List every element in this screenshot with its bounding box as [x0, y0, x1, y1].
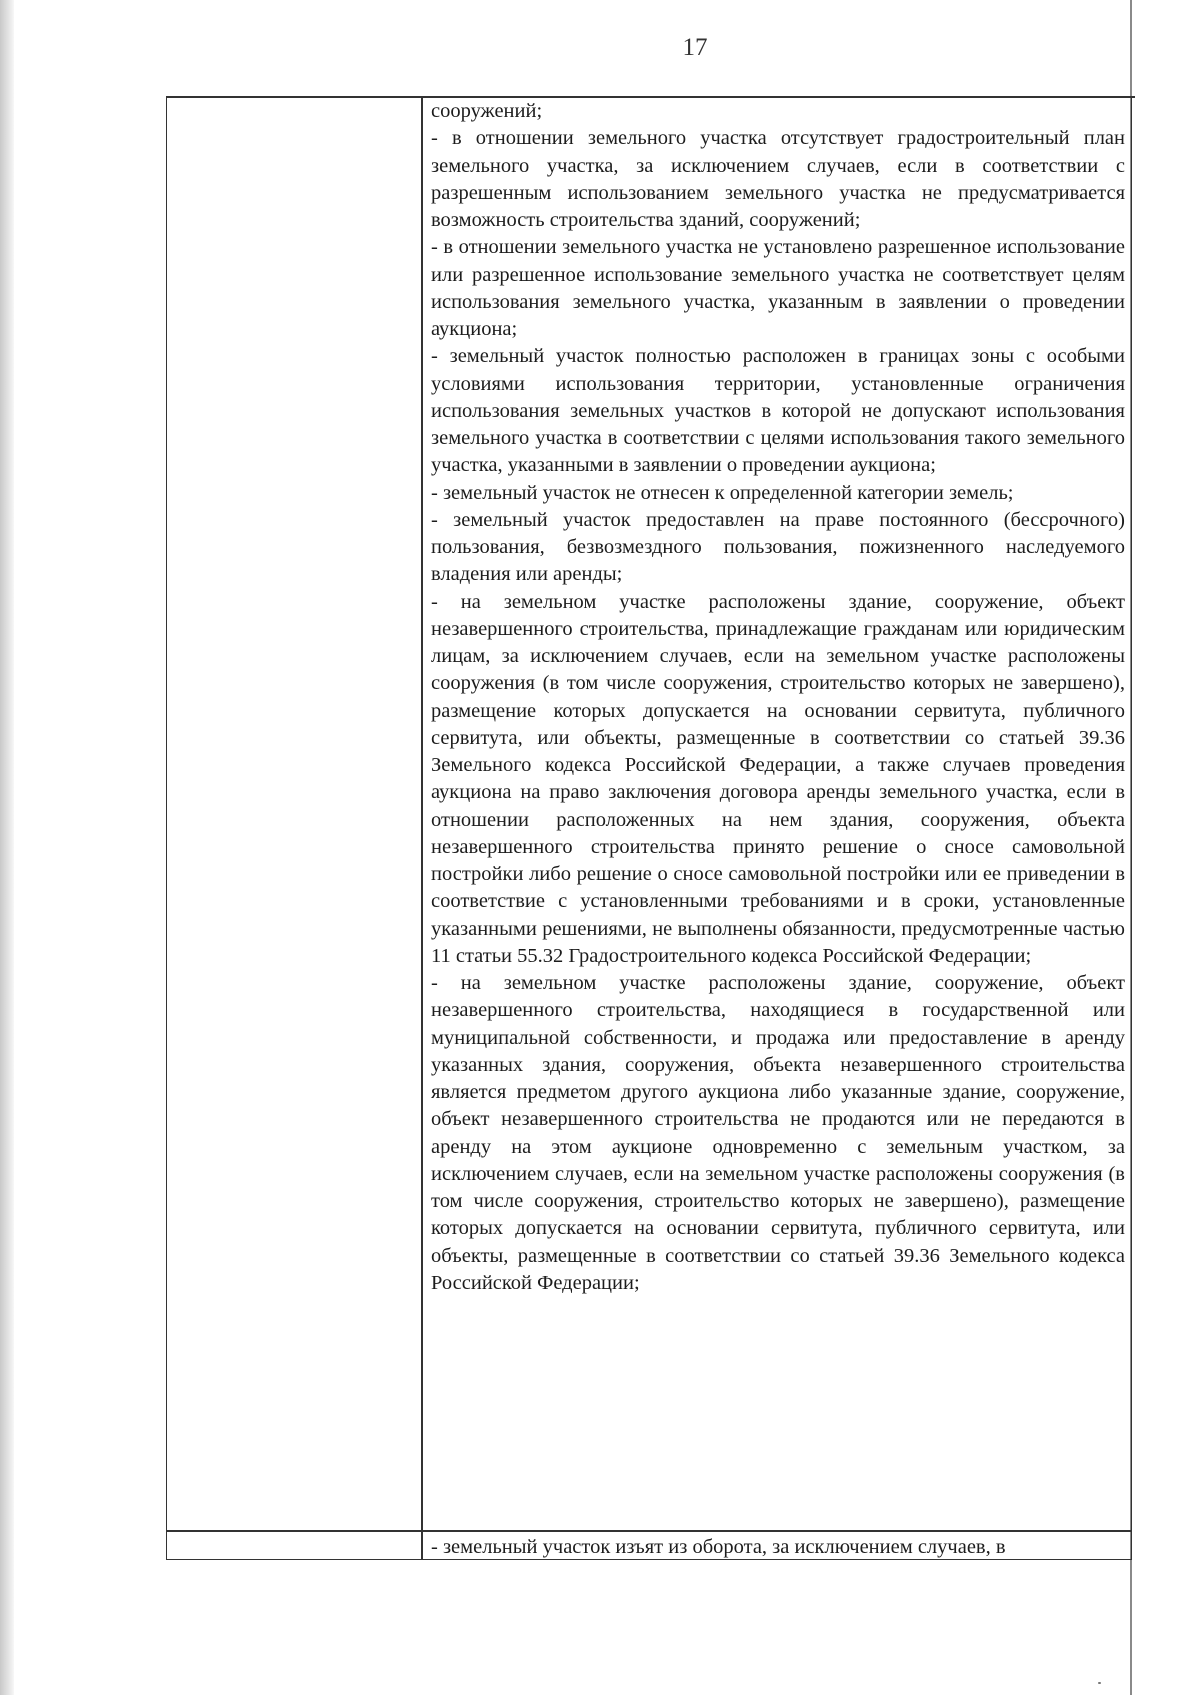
paragraph: - земельный участок предоставлен на праве постоянного (бессрочного) пользования, безвозмездного пользования, пожизненного наследуемого владения или аренды; [431, 508, 1125, 586]
scan-shadow-left [0, 0, 14, 1695]
table-row-divider [166, 1530, 1132, 1532]
scan-margin-right [1132, 0, 1200, 1695]
paragraph: сооружений; [431, 100, 543, 122]
page-number: 17 [682, 34, 708, 61]
table-column-divider [421, 96, 423, 1559]
paragraph: - земельный участок не отнесен к определенной категории земель; [431, 481, 1014, 504]
paragraph: - на земельном участке расположены здание, сооружение, объект незавершенного строительства, принадлежащие гражданам или юридическим лицам, за исключением случаев, если на земельном участке расположены сооружения (в том числе сооружения, строительство которых не завершено), размещение которых допускается на основании сервитута, публичного сервитута, или объекты, размещенные в соответствии со статьей 39.36 Земельного кодекса Российской Федерации, а также случаев проведения аукциона на право заключения договора аренды земельного участка, если в отношении расположенных на нем здания, сооружения, объекта незавершенного строительства принято решение о сносе самовольной постройки либо решение о сносе самовольной постройки или ее приведении в соответствие с установленными требованиями и в сроки, установленные указанными решениями, не выполнены обязанности, предусмотренные частью 11 статьи 55.32 Градостроительного кодекса Российской Федерации; [431, 590, 1125, 967]
scan-speck [1098, 1682, 1101, 1684]
paragraph: - земельный участок полностью расположен в границах зоны с особыми условиями использования территории, установленные ограничения использования земельных участков в которой не допускают использования земельного участка в соответствии с целями использования такого земельного участка, указанными в заявлении о проведении аукциона; [431, 345, 1125, 477]
table-left-cell [167, 98, 421, 1528]
table-right-cell [431, 98, 1125, 1297]
paragraph: - на земельном участке расположены здание, сооружение, объект незавершенного строительства, находящиеся в государственной или муниципальной собственности, и продажа или предоставление в аренду указанных здания, сооружения, объекта незавершенного строительства является предметом другого аукциона либо указанные здание, сооружение, объект незавершенного строительства не продаются или не передаются в аренду на этом аукционе одновременно с земельным участком, за исключением случаев, если на земельном участке расположены сооружения (в том числе сооружения, строительство которых не завершено), размещение которых допускается на основании сервитута, публичного сервитута, или объекты, размещенные в соответствии со статьей 39.36 Земельного кодекса Российской Федерации; [431, 972, 1125, 1294]
paragraph: - в отношении земельного участка не установлено разрешенное использование или разрешенное использование земельного участка не соответствует целям использования земельного участка, указанным в заявлении о проведении аукциона; [431, 236, 1125, 340]
paragraph: - в отношении земельного участка отсутствует градостроительный план земельного участка, за исключением случаев, если в соответствии с разрешенным использованием земельного участка не предусматривается возможность строительства зданий, сооружений; [431, 127, 1125, 231]
next-row-text: - земельный участок изъят из оборота, за исключением случаев, в [431, 1536, 1006, 1558]
